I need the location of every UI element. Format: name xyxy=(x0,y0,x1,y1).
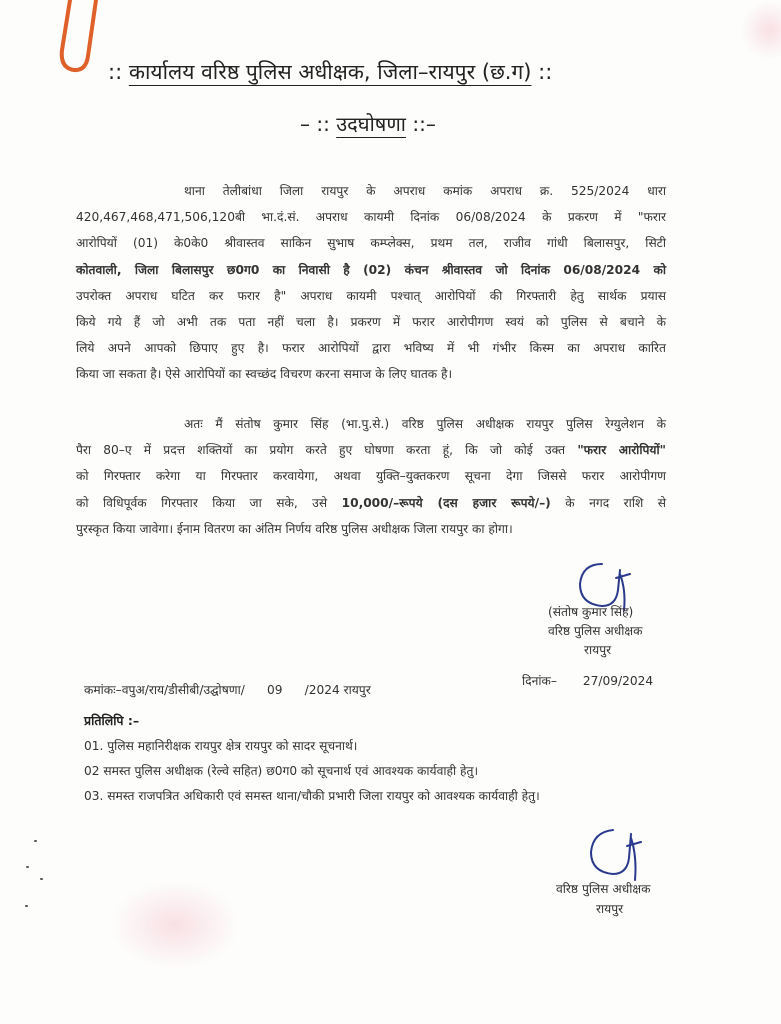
paper-stain xyxy=(110,880,240,970)
speck xyxy=(40,878,43,880)
reward-amount: 10,000/–रूपये (दस हजार रूपये/–) xyxy=(341,495,551,510)
subheading-prefix: – :: xyxy=(300,112,330,136)
reference-suffix: /2024 रायपुर xyxy=(304,683,371,697)
paragraph-line: लिये अपने आपको छिपाए हुए है। फरार आरोपियों द्वारा भविष्य में भी गंभीर किस्म का अपराध कारित xyxy=(76,341,666,356)
copy-to-label: प्रतिलिपि :– xyxy=(84,713,140,728)
reference-number xyxy=(84,681,371,698)
paragraph-line: अतः मैं संतोष कुमार सिंह (भा.पु.से.) वरिष्ठ पुलिस अधीक्षक रायपुर पुलिस रेग्युलेशन के xyxy=(184,417,666,431)
paragraph-line xyxy=(76,490,666,516)
paragraph-line: किया जा सकता है। ऐसे आरोपियों का स्वच्छंद विचरण करना समाज के लिए घातक है। xyxy=(76,367,453,382)
proclamation-heading xyxy=(300,110,436,137)
line-text: पैरा 80–ए में प्रदत्त शक्तियों का प्रयोग करते हुए घोषणा करता हूं, कि जो कोई उक्त xyxy=(76,443,578,458)
paragraph-line: किये गये हैं जो अभी तक पता नहीं चला है। प्रकरण में फरार आरोपीगण स्वयं को पुलिस से बचाने के xyxy=(76,315,666,330)
footer-place: रायपुर xyxy=(596,902,624,916)
heading-prefix: :: xyxy=(108,60,123,84)
reference-serial: 09 xyxy=(266,683,283,697)
signatory-name: (संतोष कुमार सिंह) xyxy=(548,605,634,619)
accused-emphasis: "फरार आरोपियों" xyxy=(577,443,666,458)
heading-title: कार्यालय वरिष्ठ पुलिस अधीक्षक, जिला–रायपुर (छ.ग) xyxy=(128,60,532,84)
paragraph-line: पुरस्कृत किया जावेगा। ईनाम वितरण का अंतिम निर्णय वरिष्ठ पुलिस अधीक्षक जिला रायपुर का होगा। xyxy=(76,521,513,536)
paragraph-line xyxy=(76,437,666,463)
line-text: को विधिपूर्वक गिरफ्तार किया जा सके, उसे xyxy=(76,495,342,510)
paragraph-line: आरोपियों (01) के0के0 श्रीवास्तव साकिन सुभाष कम्प्लेक्स, प्रथम तल, राजीव गांधी बिलासपुर, सिटी xyxy=(76,236,666,251)
reference-date xyxy=(522,672,653,689)
date-label: दिनांक– xyxy=(522,674,558,688)
signature-icon xyxy=(585,826,655,886)
footer-signatory-block xyxy=(556,879,651,919)
paperclip-icon xyxy=(52,0,102,75)
signatory-block xyxy=(548,603,688,660)
line-text: के नगद राशि से xyxy=(550,495,667,510)
subheading-suffix: ::– xyxy=(412,112,436,136)
copy-item: 02 समस्त पुलिस अधीक्षक (रेल्वे सहित) छ0ग0 को सूचनार्थ एवं आवश्यक कार्यवाही हेतु। xyxy=(84,764,479,778)
paragraph-line: को गिरफ्तार करेगा या गिरफ्तार करवायेगा, अथवा युक्ति–युक्तकरण सूचना देगा जिससे फरार आरोपीगण xyxy=(76,469,666,484)
signatory-place: रायपुर xyxy=(584,643,612,657)
copy-item: 03. समस्त राजपत्रित अधिकारी एवं समस्त थाना/चौकी प्रभारी जिला रायपुर को आवश्यक कार्यवाही हेतु। xyxy=(84,789,540,803)
speck xyxy=(25,905,28,907)
date-value: 27/09/2024 xyxy=(582,674,654,688)
paragraph-case-details xyxy=(76,178,666,388)
signatory-designation: वरिष्ठ पुलिस अधीक्षक xyxy=(548,624,643,638)
paragraph-line: कोतवाली, जिला बिलासपुर छ0ग0 का निवासी है (02) कंचन श्रीवास्तव जो दिनांक 06/08/2024 को xyxy=(76,262,666,277)
heading-suffix: :: xyxy=(538,60,553,84)
copy-to-list xyxy=(84,734,540,809)
copy-item: 01. पुलिस महानिरीक्षक रायपुर क्षेत्र रायपुर को सादर सूचनार्थ। xyxy=(84,739,358,753)
footer-designation: वरिष्ठ पुलिस अधीक्षक xyxy=(556,882,651,896)
paragraph-reward xyxy=(76,411,666,542)
subheading-title: उदघोषणा xyxy=(336,112,406,136)
reference-label: कमांकः–वपुअ/राय/डीसीबी/उद्घोषणा/ xyxy=(84,683,245,697)
speck xyxy=(26,866,29,868)
paragraph-line: 420,467,468,471,506,120बी भा.दं.सं. अपराध कायमी दिनांक 06/08/2024 के प्रकरण में "फरार xyxy=(76,210,666,225)
office-heading xyxy=(108,58,648,86)
paragraph-line: उपरोक्त अपराध घटित कर फरार है" अपराध कायमी पश्चात् आरोपियों की गिरफ्तारी हेतु सार्थक प्रयास xyxy=(76,288,666,303)
paper-stain xyxy=(740,0,781,60)
paragraph-line: थाना तेलीबांधा जिला रायपुर के अपराध कमांक अपराध क्र. 525/2024 धारा xyxy=(184,184,666,198)
speck xyxy=(34,840,37,842)
